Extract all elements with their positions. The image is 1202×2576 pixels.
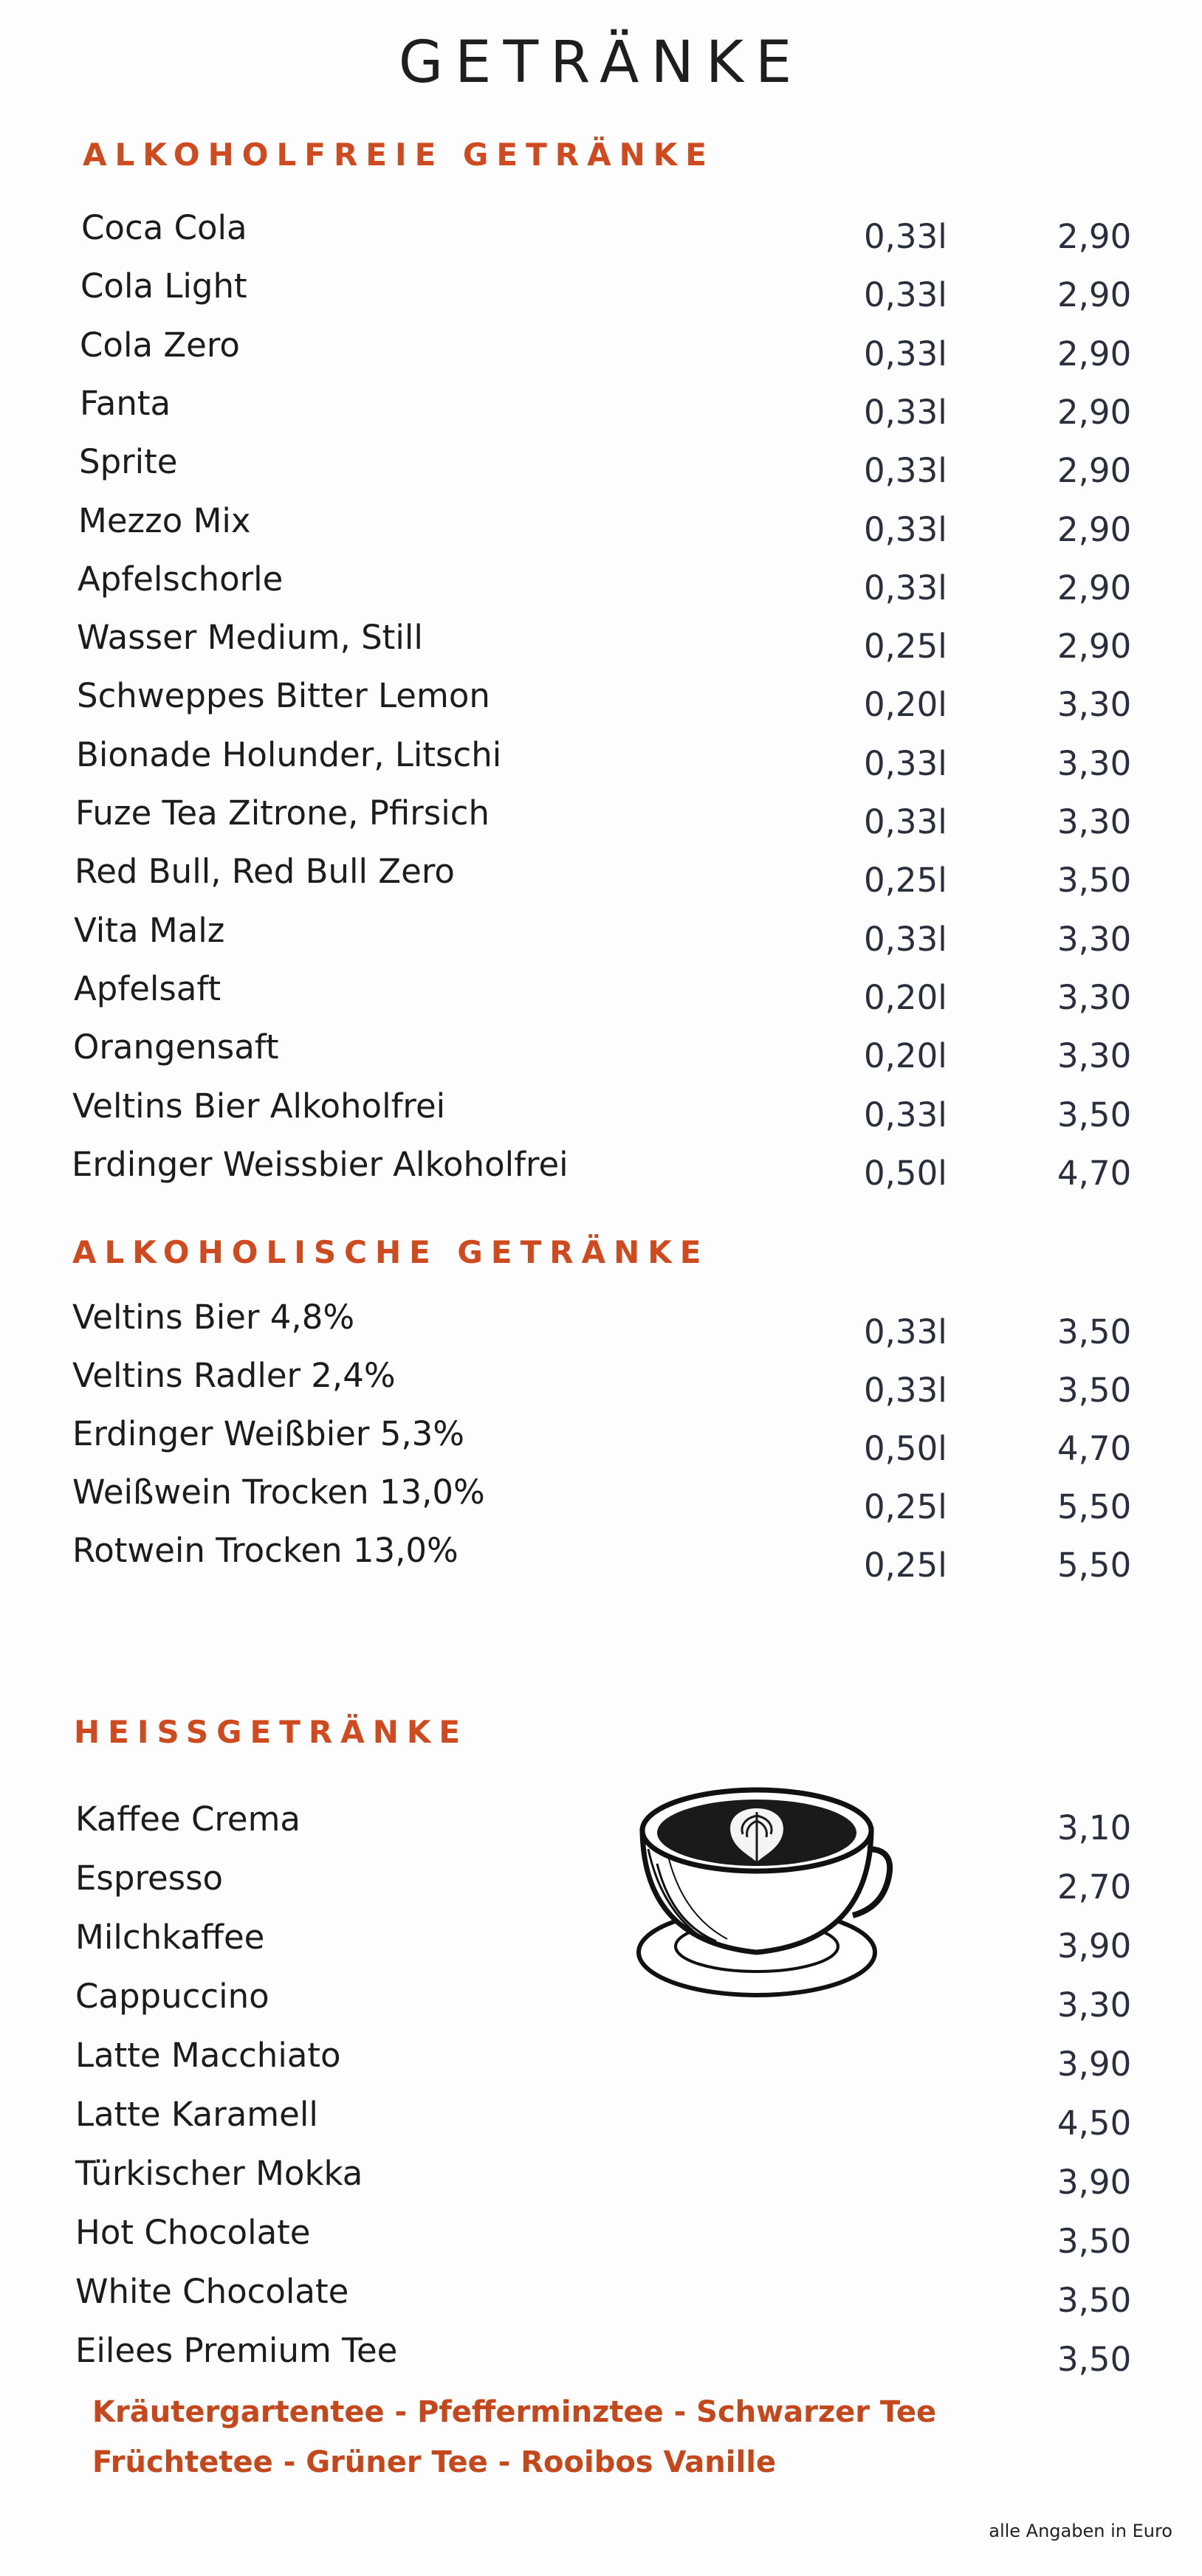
- item-price: 2,90: [1057, 568, 1132, 607]
- item-name: Hot Chocolate: [75, 2213, 311, 2252]
- item-volume: 0,20l: [864, 685, 947, 725]
- menu-row: [0, 501, 1202, 556]
- item-name: Bionade Holunder, Litschi: [76, 734, 502, 774]
- item-price: 3,90: [1057, 1926, 1132, 1966]
- item-volume: 0,33l: [864, 743, 947, 783]
- item-volume: 0,25l: [864, 1546, 947, 1585]
- item-price: 2,90: [1057, 392, 1132, 432]
- menu-row: [0, 1859, 1202, 1913]
- item-price: 2,90: [1057, 275, 1132, 315]
- item-price: 3,30: [1057, 743, 1132, 783]
- menu-row: [0, 266, 1202, 321]
- item-volume: 0,25l: [864, 627, 947, 667]
- item-name: Orangensaft: [73, 1027, 279, 1067]
- item-name: Türkischer Mokka: [75, 2154, 363, 2193]
- menu-row: [0, 442, 1202, 497]
- item-name: Apfelschorle: [78, 559, 284, 599]
- menu-row: [0, 559, 1202, 614]
- item-name: Schweppes Bitter Lemon: [77, 676, 490, 716]
- item-price: 3,30: [1057, 802, 1132, 841]
- item-name: Sprite: [79, 442, 178, 482]
- item-volume: 0,33l: [864, 392, 947, 432]
- menu-row: [0, 1027, 1202, 1082]
- item-volume: 0,33l: [864, 509, 947, 549]
- item-volume: 0,33l: [864, 919, 947, 959]
- item-name: Rotwein Trocken 13,0%: [72, 1531, 459, 1570]
- item-name: Cappuccino: [75, 1977, 269, 2016]
- item-name: Weißwein Trocken 13,0%: [72, 1473, 485, 1512]
- menu-row: [0, 208, 1202, 263]
- item-name: Erdinger Weißbier 5,3%: [72, 1414, 465, 1453]
- item-name: Veltins Bier 4,8%: [72, 1298, 355, 1337]
- section-heading-alkoholfrei: ALKOHOLFREIE GETRÄNKE: [83, 137, 715, 173]
- item-price: 5,50: [1057, 1487, 1132, 1526]
- item-volume: 0,33l: [864, 802, 947, 841]
- item-price: 3,90: [1057, 2163, 1132, 2202]
- item-price: 5,50: [1057, 1546, 1132, 1585]
- tea-varieties-line-1: Kräutergartentee - Pfefferminztee - Schwarzer Tee: [92, 2395, 937, 2429]
- item-name: Veltins Bier Alkoholfrei: [72, 1086, 446, 1126]
- item-price: 4,70: [1057, 1153, 1132, 1193]
- item-volume: 0,33l: [864, 334, 947, 373]
- item-price: 3,50: [1057, 2281, 1132, 2320]
- item-name: Mezzo Mix: [78, 500, 251, 540]
- item-price: 2,90: [1057, 509, 1132, 549]
- item-volume: 0,33l: [864, 275, 947, 315]
- page-title: GETRÄNKE: [398, 30, 804, 96]
- item-price: 3,50: [1057, 1312, 1132, 1351]
- item-price: 3,10: [1057, 1808, 1132, 1847]
- item-name: Red Bull, Red Bull Zero: [75, 852, 455, 892]
- item-name: White Chocolate: [75, 2272, 349, 2311]
- item-price: 4,50: [1057, 2104, 1132, 2143]
- item-price: 3,30: [1057, 1036, 1132, 1076]
- item-name: Apfelsaft: [74, 968, 221, 1008]
- item-name: Cola Zero: [80, 325, 240, 365]
- item-volume: 0,20l: [864, 1036, 947, 1076]
- coffee-cup-icon: [628, 1775, 893, 2011]
- item-volume: 0,33l: [864, 1312, 947, 1351]
- tea-varieties-line-2: Früchtetee - Grüner Tee - Rooibos Vanille: [92, 2445, 777, 2479]
- menu-row: [0, 1977, 1202, 2031]
- item-name: Cola Light: [80, 266, 247, 306]
- item-price: 3,50: [1057, 2340, 1132, 2379]
- item-volume: 0,25l: [864, 861, 947, 900]
- item-volume: 0,50l: [864, 1429, 947, 1468]
- item-price: 3,50: [1057, 2222, 1132, 2261]
- item-price: 2,90: [1057, 451, 1132, 491]
- item-name: Veltins Radler 2,4%: [72, 1356, 396, 1395]
- item-price: 3,90: [1057, 2045, 1132, 2084]
- section-heading-alkoholisch: ALKOHOLISCHE GETRÄNKE: [72, 1234, 710, 1270]
- item-price: 3,30: [1057, 1986, 1132, 2025]
- item-name: Kaffee Crema: [75, 1800, 301, 1839]
- item-volume: 0,33l: [864, 451, 947, 491]
- item-name: Coca Cola: [81, 208, 247, 247]
- menu-row: [0, 1531, 1202, 1585]
- menu-row: [0, 2213, 1202, 2267]
- menu-row: [0, 911, 1202, 965]
- menu-row: [0, 793, 1202, 848]
- item-name: Latte Karamell: [75, 2095, 318, 2134]
- item-price: 3,50: [1057, 861, 1132, 900]
- item-price: 2,70: [1057, 1867, 1132, 1907]
- menu-row: [0, 2331, 1202, 2386]
- menu-row: [0, 1145, 1202, 1199]
- section-heading-heiss: HEISSGETRÄNKE: [74, 1714, 469, 1750]
- menu-row: [0, 2095, 1202, 2149]
- currency-footnote: alle Angaben in Euro: [989, 2521, 1172, 2541]
- item-volume: 0,33l: [864, 1371, 947, 1410]
- item-name: Eilees Premium Tee: [75, 2331, 398, 2370]
- item-name: Espresso: [75, 1859, 224, 1898]
- item-price: 2,90: [1057, 334, 1132, 373]
- menu-row: [0, 1086, 1202, 1141]
- menu-row: [0, 676, 1202, 731]
- item-volume: 0,33l: [864, 568, 947, 607]
- menu-row: [0, 618, 1202, 672]
- item-name: Vita Malz: [74, 910, 225, 950]
- item-volume: 0,20l: [864, 977, 947, 1017]
- menu-row: [0, 735, 1202, 790]
- item-name: Wasser Medium, Still: [77, 618, 423, 658]
- menu-row: [0, 2272, 1202, 2327]
- menu-row: [0, 1918, 1202, 1972]
- menu-row: [0, 2154, 1202, 2208]
- menu-row: [0, 852, 1202, 906]
- item-volume: 0,33l: [864, 217, 947, 256]
- menu-row: [0, 384, 1202, 438]
- item-price: 3,30: [1057, 685, 1132, 725]
- item-price: 3,50: [1057, 1095, 1132, 1134]
- item-price: 3,50: [1057, 1371, 1132, 1410]
- item-name: Milchkaffee: [75, 1918, 265, 1957]
- menu-row: [0, 1414, 1202, 1469]
- item-volume: 0,33l: [864, 1095, 947, 1134]
- menu-row: [0, 1473, 1202, 1527]
- menu-row: [0, 326, 1202, 380]
- item-volume: 0,50l: [864, 1153, 947, 1193]
- menu-row: [0, 2036, 1202, 2090]
- item-price: 3,30: [1057, 919, 1132, 959]
- menu-row: [0, 1800, 1202, 1854]
- item-price: 2,90: [1057, 627, 1132, 667]
- item-price: 4,70: [1057, 1429, 1132, 1468]
- menu-row: [0, 969, 1202, 1024]
- item-name: Erdinger Weissbier Alkoholfrei: [72, 1144, 569, 1184]
- item-price: 2,90: [1057, 217, 1132, 256]
- item-volume: 0,25l: [864, 1487, 947, 1526]
- item-name: Fanta: [80, 383, 171, 423]
- item-price: 3,30: [1057, 977, 1132, 1017]
- item-name: Latte Macchiato: [75, 2036, 341, 2075]
- item-name: Fuze Tea Zitrone, Pfirsich: [75, 793, 490, 833]
- menu-row: [0, 1298, 1202, 1352]
- menu-row: [0, 1356, 1202, 1411]
